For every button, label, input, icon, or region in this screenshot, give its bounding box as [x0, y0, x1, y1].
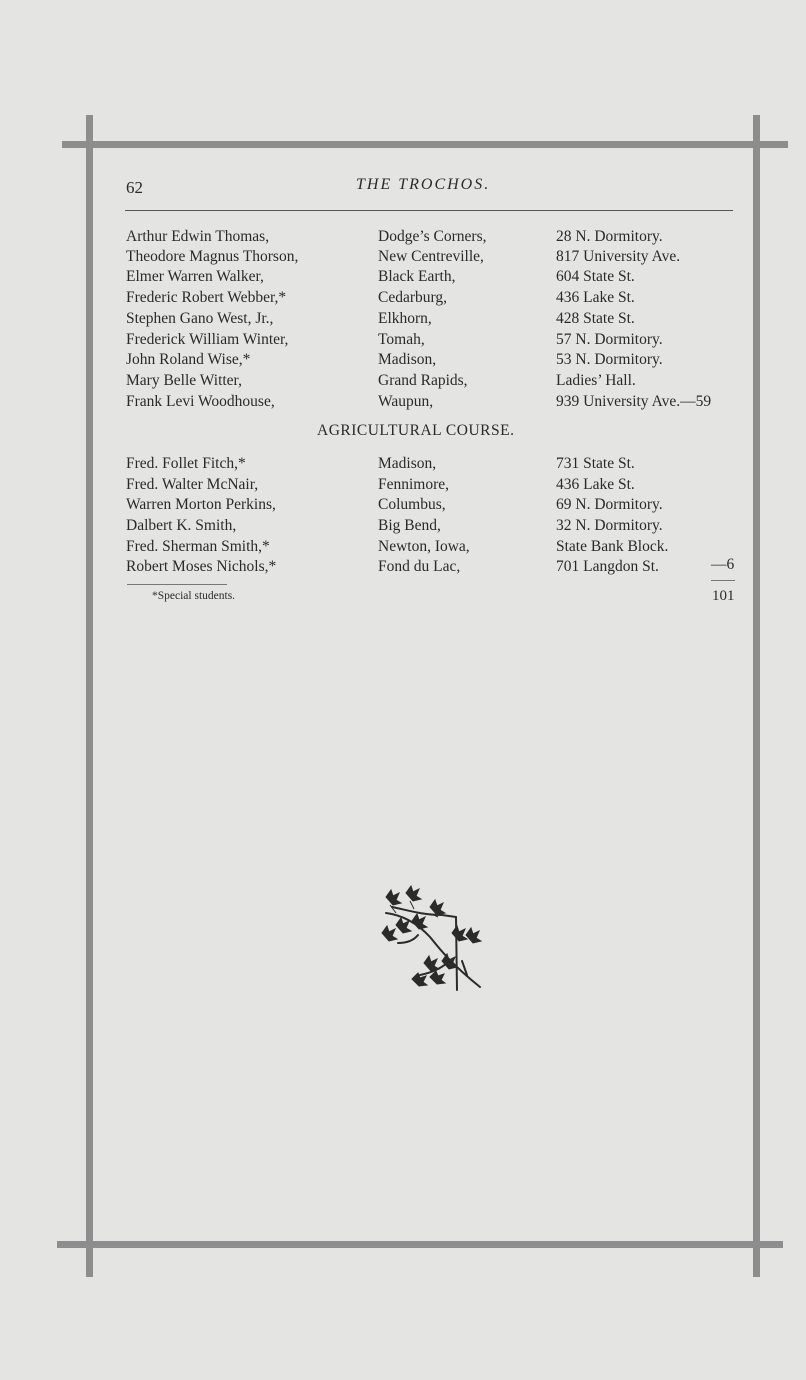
- student-row: [0, 494, 806, 515]
- student-address: 817 University Ave.: [556, 248, 681, 265]
- student-name: Frederic Robert Webber,*: [126, 289, 287, 306]
- student-row: [0, 370, 806, 391]
- student-town: Madison,: [378, 455, 437, 472]
- student-town: Big Bend,: [378, 517, 441, 534]
- section-heading: AGRICULTURAL COURSE.: [317, 422, 515, 439]
- footnote: *Special students.: [152, 590, 236, 602]
- student-address: 53 N. Dormitory.: [556, 351, 663, 368]
- student-row: [0, 287, 806, 308]
- frame-rule-bottom: [57, 1241, 783, 1248]
- student-name: Theodore Magnus Thorson,: [126, 248, 299, 265]
- sum-rule: [711, 580, 735, 581]
- header-rule: [125, 210, 733, 211]
- footnote-rule: [127, 584, 227, 585]
- student-address: 604 State St.: [556, 268, 635, 285]
- student-town: Grand Rapids,: [378, 372, 468, 389]
- student-name: Fred. Sherman Smith,*: [126, 538, 270, 555]
- leafy-branch-icon: [372, 885, 487, 993]
- student-row: [0, 536, 806, 557]
- student-town: Madison,: [378, 351, 437, 368]
- student-town: Columbus,: [378, 496, 446, 513]
- student-address: 436 Lake St.: [556, 289, 635, 306]
- student-town: Fond du Lac,: [378, 558, 461, 575]
- student-town: Elkhorn,: [378, 310, 432, 327]
- student-row: [0, 515, 806, 536]
- student-address: 701 Langdon St.: [556, 558, 659, 575]
- student-address: 69 N. Dormitory.: [556, 496, 663, 513]
- student-address: 57 N. Dormitory.: [556, 331, 663, 348]
- student-row: [0, 246, 806, 267]
- student-town: New Centreville,: [378, 248, 484, 265]
- student-name: Fred. Walter McNair,: [126, 476, 259, 493]
- student-row: [0, 349, 806, 370]
- student-name: Robert Moses Nichols,*: [126, 558, 277, 575]
- student-town: Cedarburg,: [378, 289, 448, 306]
- student-row: [0, 266, 806, 287]
- student-address: 32 N. Dormitory.: [556, 517, 663, 534]
- student-town: Black Earth,: [378, 268, 456, 285]
- student-name: Elmer Warren Walker,: [126, 268, 264, 285]
- student-row: [0, 329, 806, 350]
- student-address: 939 University Ave.—59: [556, 393, 712, 410]
- student-name: John Roland Wise,*: [126, 351, 251, 368]
- student-town: Newton, Iowa,: [378, 538, 470, 555]
- student-address: Ladies’ Hall.: [556, 372, 636, 389]
- student-address: 731 State St.: [556, 455, 635, 472]
- student-address: State Bank Block.: [556, 538, 669, 555]
- student-address: 436 Lake St.: [556, 476, 635, 493]
- student-row: [0, 308, 806, 329]
- student-name: Dalbert K. Smith,: [126, 517, 237, 534]
- student-name: Arthur Edwin Thomas,: [126, 228, 270, 245]
- student-row: [0, 474, 806, 495]
- grand-total: 101: [712, 588, 735, 604]
- student-name: Warren Morton Perkins,: [126, 496, 276, 513]
- student-name: Stephen Gano West, Jr.,: [126, 310, 274, 327]
- student-name: Frank Levi Woodhouse,: [126, 393, 275, 410]
- student-town: Fennimore,: [378, 476, 450, 493]
- student-row: [0, 226, 806, 247]
- student-name: Frederick William Winter,: [126, 331, 289, 348]
- student-town: Waupun,: [378, 393, 434, 410]
- section-count: —6: [711, 556, 735, 573]
- student-town: Dodge’s Corners,: [378, 228, 487, 245]
- student-row: [0, 556, 806, 577]
- student-address: 28 N. Dormitory.: [556, 228, 663, 245]
- student-town: Tomah,: [378, 331, 425, 348]
- student-row: [0, 391, 806, 412]
- student-row: [0, 453, 806, 474]
- running-head: THE TROCHOS.: [356, 176, 491, 193]
- page-number: 62: [126, 178, 143, 197]
- student-name: Mary Belle Witter,: [126, 372, 242, 389]
- student-address: 428 State St.: [556, 310, 635, 327]
- student-name: Fred. Follet Fitch,*: [126, 455, 246, 472]
- frame-rule-top: [62, 141, 788, 148]
